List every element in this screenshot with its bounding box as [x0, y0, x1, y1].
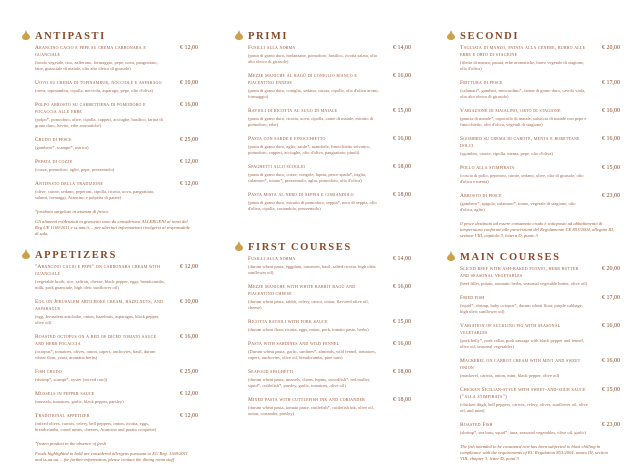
- item-name: Mezze maniche al ragù di coniglio bianco e piacentino ennese: [248, 73, 358, 86]
- menu-item: [248, 45, 411, 65]
- item-name: Mackerel on carrot cream with mint and sweet onion: [460, 358, 581, 371]
- item-ingredients: (durum wheat flour, ricotta, eggs, onion, pork, tomato paste, herbs): [248, 327, 369, 332]
- item-ingredients: (pasta di grano duro, melanzane, pomodoro, basilico, ricotta salata, olio alto oleico di girasole): [248, 53, 377, 64]
- menu-column: [460, 26, 620, 466]
- item-price: € 16,00: [602, 358, 620, 364]
- item-name: "Arancino cacio e pepe" on carbonara cream with guanciale: [35, 264, 161, 277]
- item-name: Fried fish: [460, 295, 485, 301]
- item-ingredients: (octopus*, tomatoes, olives, onion, capers, anchovies, basil, durum wheat flour, yeast, aromatic herbs): [35, 349, 156, 360]
- menu-section-first-courses: [248, 237, 411, 425]
- item-name: Mezze maniche with white rabbit ragù and piacentino cheese: [248, 284, 356, 297]
- item-ingredients: (egg, Jerusalem artichoke, onion, hazelnuts, asparagus, black pepper, olive oil): [35, 314, 160, 325]
- menu-item: [248, 73, 411, 100]
- menu-item: [460, 323, 620, 350]
- section-title: SECONDI: [460, 31, 520, 42]
- menu-item: [248, 284, 411, 311]
- item-price: € 18,00: [393, 164, 411, 170]
- pear-drop-icon: [22, 246, 30, 256]
- item-name: Roasted octopus on a bed of diced tomato sauce and herb focaccia: [35, 334, 157, 347]
- item-ingredients: (olive, carote, sedano, peperoni, cipolla, ricotta, uova, pangrattato, salumi, formaggi, Arancino e polpetta di patate): [35, 189, 155, 200]
- item-price: € 18,00: [393, 369, 411, 375]
- item-name: Pasta mista al nero di seppia e coriandolo: [248, 192, 354, 198]
- menu-item: [460, 136, 620, 157]
- item-name: Pasta with sardines and wild fennel: [248, 341, 340, 347]
- menu-item: [35, 102, 198, 129]
- menu-item: [35, 369, 198, 383]
- menu-item: [460, 358, 620, 379]
- section-note: Gli alimenti evidenziati in grassetto sono da considerarsi ALLERGENI ai sensi del Reg UE 1169/2011 e ss.mm.ii. – per ulteriori informazioni rivolgersi al responsabile di sala.: [35, 219, 191, 236]
- item-ingredients: (polpo*, pomodoro, olive, cipolla, capperi, acciughe, basilico, farina di grano duro, lievito, erbe aromatiche): [35, 117, 163, 128]
- item-price: € 16,00: [393, 284, 411, 290]
- menu-item: [460, 165, 620, 185]
- menu-item: [35, 80, 198, 94]
- item-price: € 16,00: [393, 136, 411, 142]
- item-price: € 15,00: [393, 319, 411, 325]
- section-title: ANTIPASTI: [35, 31, 106, 42]
- item-price: € 16,00: [393, 73, 411, 79]
- item-ingredients: (pork belly*, pork collar, pork sausage with black pepper and fennel, olive oil, seasonal vegetables): [460, 338, 584, 349]
- section-header: [248, 26, 411, 40]
- section-title: PRIMI: [248, 31, 289, 42]
- menu-item: [35, 159, 198, 173]
- pear-drop-icon: [235, 27, 243, 37]
- menu-item: [460, 193, 620, 213]
- item-price: € 15,00: [393, 108, 411, 114]
- menu-item: [248, 369, 411, 389]
- menu-section-primi: [248, 26, 411, 237]
- item-name: Ricotta ravioli with pork sauce: [248, 319, 328, 325]
- item-ingredients: (pancia di maiale*, capocollo di maiale, salsiccia di maiale con pepe e finocchietto, olio d'oliva, vegetali di stagione): [460, 116, 587, 127]
- item-ingredients: (pasta di grano duro, aglio, sarde*, mandorle, finocchietto selvatico, pomodoro, capperi, acciughe, olio d'oliva, pangrattato, pinoli): [248, 144, 371, 155]
- item-ingredients: (beef fillet, potato, aromatic herbs, seasonal vegetable butter, olive oil): [460, 281, 588, 286]
- menu-item: [460, 45, 620, 72]
- item-ingredients: (shrimp*, sea bass, squid*, tuna, seasonal vegetables, olive oil, garlic): [460, 430, 587, 435]
- item-ingredients: (durum wheat pasta, tomato paste, cuttlefish*, cuttlefish ink, olive oil, onion, coriander, parsley): [248, 405, 374, 416]
- section-title: APPETIZERS: [35, 250, 117, 261]
- item-price: € 23,00: [602, 193, 620, 199]
- menu-item: [35, 181, 198, 201]
- item-name: Arrosto di pesce: [460, 193, 502, 199]
- item-name: Pollo alla stimpirata: [460, 165, 515, 171]
- menu-section-antipasti: [35, 26, 198, 245]
- pear-drop-icon: [235, 238, 243, 248]
- item-name: Frittura di pesce: [460, 80, 503, 86]
- item-name: Mixed pasta with cuttlefish ink and coriander: [248, 397, 365, 403]
- item-ingredients: (cozze, pomodoro, aglio, pepe, prezzemolo): [35, 167, 115, 172]
- item-name: Pepata di cozze: [35, 159, 73, 165]
- item-ingredients: (brodo vegetale, riso, zafferano, formaggio, pepe, uova, pangrattato, latte, guanciale di maiale, olio alto oleico di girasole): [35, 60, 158, 71]
- menu-item: [35, 264, 198, 291]
- item-ingredients: (vegetable broth, rice, saffron, cheese, black pepper, eggs, breadcrumbs, milk, pork guanciale, high oleic sunflower oil): [35, 279, 165, 290]
- menu-item: [460, 422, 620, 436]
- menu-item: [248, 256, 411, 276]
- menu-item: [35, 45, 198, 72]
- section-title: MAIN COURSES: [460, 252, 561, 263]
- item-price: € 17,00: [602, 295, 620, 301]
- item-name: Polpo arrosto su carrettiera di pomodoro e focaccia alle erbe: [35, 102, 146, 115]
- item-ingredients: (sgombro, carote, cipolla, menta, pepe, olio d'oliva): [460, 151, 553, 156]
- section-header: [248, 237, 411, 251]
- item-price: € 12,00: [180, 45, 198, 51]
- item-price: € 12,00: [180, 391, 198, 397]
- menu-item: [460, 80, 620, 100]
- item-price: € 25,00: [180, 137, 198, 143]
- item-price: € 16,00: [180, 334, 198, 340]
- item-name: Seafood spaghetti: [248, 369, 294, 375]
- item-ingredients: (pasta di grano duro, cozze, vongole, lupini, pesce spada*, triglia, calamaro*, totano*, prezzemolo, aglio, pomodoro, olio d'oliva): [248, 172, 367, 183]
- menu-item: [35, 334, 198, 361]
- menu-item: [248, 192, 411, 212]
- item-name: Arancino cacio e pepe su crema carbonara e guanciale: [35, 45, 147, 58]
- section-note: The fish intended to be consumed raw has been subjected to blast chilling in compliance with the requirements of EC Regulation 853/2004, annex III, section VIII, chapter 3, letter D, point 3: [460, 444, 608, 461]
- item-ingredients: (filetto di manzo, patata, erbe aromatiche, burro vegetale di stagione, olio d'oliva): [460, 60, 585, 71]
- item-name: Fusilli alla norma: [248, 256, 296, 262]
- item-name: Fusilli alla norma: [248, 45, 296, 51]
- item-price: € 16,00: [180, 102, 198, 108]
- item-price: € 12,00: [180, 159, 198, 165]
- item-name: Variation of suckling pig with seasonal vegetables: [460, 323, 561, 336]
- item-ingredients: (Durum wheat pasta, garlic, sardines*, almonds, wild fennel, tomatoes, capers, anchovies, olive oil, breadcrumbs, pine nuts): [248, 349, 376, 360]
- item-name: Uovo su crema di topinambur, nocciole e asparago: [35, 80, 162, 86]
- item-ingredients: (durum wheat pasta, eggplant, tomatoes, basil, salted ricotta, high oleic sunflower oil): [248, 264, 376, 275]
- section-header: [460, 26, 620, 40]
- item-price: € 12,00: [180, 413, 198, 419]
- item-name: Antipasto della tradizione: [35, 181, 104, 187]
- item-name: Traditional appetizer: [35, 413, 90, 419]
- item-ingredients: (mixed olives, carrots, celery, bell peppers, onion, ricotta, eggs, breadcrumbs, cured meats, cheeses, Arancino and potato croquette): [35, 421, 157, 432]
- item-name: Ravioli di ricotta al sugo di maiale: [248, 108, 338, 114]
- item-name: Pasta con sarde e finocchietto: [248, 136, 326, 142]
- item-ingredients: (pasta di grano duro, estratto di pomodoro, seppia*, nero di seppia, olio d'oliva, cipolla, coriandolo, prezzemolo): [248, 200, 377, 211]
- item-price: € 25,00: [180, 369, 198, 375]
- item-price: € 10,00: [180, 80, 198, 86]
- item-price: € 23,00: [602, 422, 620, 428]
- pear-drop-icon: [447, 248, 455, 258]
- item-ingredients: (mackerel, carrots, onion, mint, black pepper, olive oil): [460, 373, 560, 378]
- section-note: Foods highlighted in bold are considered allergens pursuant to EU Reg. 1169/2011 and ss.aa.aa. – for further information, please contact the dining room staff: [35, 451, 188, 462]
- menu-item: [248, 397, 411, 417]
- pear-drop-icon: [447, 27, 455, 37]
- item-ingredients: (pasta di grano duro, coniglio, sedano, carota, cipolla, olio d'oliva aromi, formaggio): [248, 88, 379, 99]
- menu-item: [460, 295, 620, 315]
- menu-item: [460, 108, 620, 128]
- item-price: € 20,00: [602, 266, 620, 272]
- item-ingredients: (durum wheat pasta, rabbit, celery, carrot, onion, flavored olive oil, cheese): [248, 299, 369, 310]
- section-note: *prodotto surgelato in assenza di fresco: [35, 209, 109, 214]
- item-price: € 10,00: [180, 299, 198, 305]
- item-price: € 18,00: [393, 192, 411, 198]
- menu-column: [248, 26, 411, 425]
- item-ingredients: (gambero*, scampo*, ostrica): [35, 145, 89, 150]
- item-ingredients: (squid*, shrimp, baby octopus*, durum wheat flour, purple cabbage, high oleic sunflower oil): [460, 303, 583, 314]
- menu-column: [35, 26, 198, 467]
- section-header: [460, 247, 620, 261]
- menu-item: [460, 387, 620, 414]
- pear-drop-icon: [22, 27, 30, 37]
- item-name: Crudo di pesce: [35, 137, 72, 143]
- menu-item: [248, 319, 411, 333]
- menu-item: [248, 164, 411, 184]
- section-title: FIRST COURSES: [248, 242, 352, 253]
- item-name: Chicken Sicilian-style with sweet-and-sour sauce ("alla stimpirata"): [460, 387, 586, 400]
- item-ingredients: (coscia di pollo, peperoni, carote, sedano, olive, olio di girasole, olio d'oliva e menta): [460, 173, 584, 184]
- item-price: € 12,00: [180, 181, 198, 187]
- menu-item: [248, 341, 411, 361]
- menu-item: [35, 413, 198, 433]
- item-name: Mussels in pepper sauce: [35, 391, 95, 397]
- item-ingredients: (calamari*, gamberi, moscardino*, farina di grano duro, cavolo viola, olio alto oleico di girasole): [460, 88, 586, 99]
- menu-item: [35, 137, 198, 151]
- item-ingredients: (pasta di grano duro, ricotta, uova, cipolla, carne di maiale, estratto di pomodoro, erbe): [248, 116, 374, 127]
- section-note: *frozen product in the absence of fresh: [35, 441, 107, 446]
- item-ingredients: (durum wheat pasta, mussels, clams, lupins, swordfish*, red mullet, squid*, cuttlefish*, parsley, garlic, tomatoes, olive oil): [248, 377, 370, 388]
- item-name: Sliced beef with ash-baked potato, herb butter and seasonal vegetables: [460, 266, 579, 279]
- item-price: € 15,00: [602, 165, 620, 171]
- item-ingredients: (uova, topinambur, cipolla, nocciola, asparago, pepe, olio d'oliva): [35, 88, 153, 93]
- item-name: Roasted Fish: [460, 422, 493, 428]
- item-price: € 18,00: [393, 397, 411, 403]
- item-price: € 16,00: [602, 136, 620, 142]
- section-header: [35, 26, 198, 40]
- menu-item: [248, 108, 411, 128]
- item-ingredients: (chicken thigh, bell peppers, carrots, celery, olives, sunflower oil, olive oil, and mint): [460, 402, 588, 413]
- menu-item: [35, 299, 198, 326]
- menu-item: [460, 266, 620, 287]
- menu-section-appetizers: [35, 245, 198, 467]
- item-price: € 20,00: [602, 45, 620, 51]
- item-name: Sgombro su crema di carote, menta e borettane dolci: [460, 136, 580, 149]
- menu-item: [35, 391, 198, 405]
- item-ingredients: (shrimp*, scampi*, oyster (served raw)): [35, 377, 107, 382]
- menu-item: [248, 136, 411, 156]
- item-ingredients: (mussels, tomatoes, garlic, black pepper, parsley): [35, 399, 124, 404]
- item-name: Fish crudo: [35, 369, 62, 375]
- item-price: € 15,00: [602, 387, 620, 393]
- section-note: Il pesce destinato ad essere consumato crudo è sottoposto ad abbattimento di temperatura conforme alle prescrizioni del Regolamento CE 853/2004, allegato III, sezione VIII, capitolo 3, lettera D, punto 3: [460, 221, 615, 238]
- item-price: € 16,00: [602, 323, 620, 329]
- item-name: Variazione di maialino, orto di stagione: [460, 108, 561, 114]
- item-price: € 12,00: [180, 264, 198, 270]
- item-price: € 17,00: [602, 80, 620, 86]
- item-name: Spaghetti allo scoglio: [248, 164, 306, 170]
- section-header: [35, 245, 198, 259]
- menu-section-secondi: [460, 26, 620, 247]
- item-name: Egg on Jerusalem artichoke cream, hazelnuts, and asparagus: [35, 299, 164, 312]
- item-price: € 16,00: [393, 341, 411, 347]
- menu-section-main-courses: [460, 247, 620, 466]
- item-ingredients: (gambero*, spigola, calamaro*, tonno, vegetale di stagione, olio d'oliva, aglio): [460, 201, 576, 212]
- item-price: € 14,00: [393, 256, 411, 262]
- item-name: Tagliata di manzo, patata alla cenere, burro alle erbe e orto di stagione: [460, 45, 586, 58]
- item-price: € 14,00: [393, 45, 411, 51]
- item-price: € 16,00: [602, 108, 620, 114]
